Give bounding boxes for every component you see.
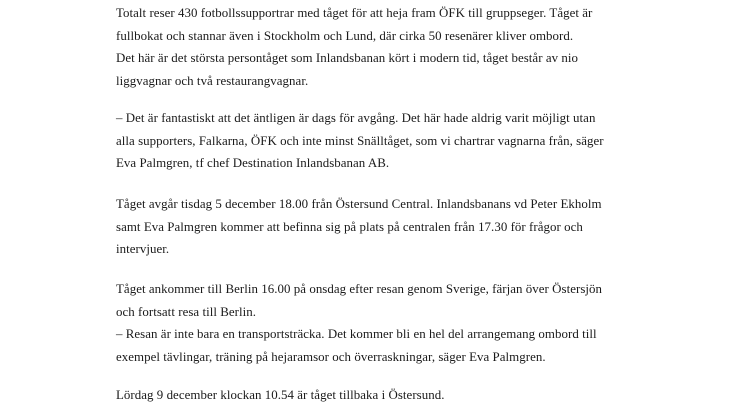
text-line: Eva Palmgren, tf chef Destination Inlandsbanan AB. — [116, 156, 390, 171]
paragraph-return — [116, 384, 716, 407]
paragraph-quote-palmgren — [116, 107, 716, 175]
text-line: och fortsatt resa till Berlin. — [116, 304, 257, 319]
text-line: intervjuer. — [116, 242, 170, 257]
text-line: alla supporters, Falkarna, ÖFK och inte minst Snälltåget, som vi chartrar vagnarna från, säger — [116, 133, 604, 148]
text-line: Det här är det största persontåget som Inlandsbanan kört i modern tid, tåget består av nio — [116, 51, 578, 66]
text-line: Lördag 9 december klockan 10.54 är tåget tillbaka i Östersund. — [116, 388, 445, 402]
text-line: Tåget ankommer till Berlin 16.00 på onsdag efter resan genom Sverige, färjan över Östersjön — [116, 282, 603, 296]
text-line: Totalt reser 430 fotbollssupportrar med tåget för att heja fram ÖFK till gruppseger. Tåget är — [116, 6, 593, 20]
paragraph-departure — [116, 193, 716, 261]
paragraph-arrival — [116, 278, 716, 368]
text-line: liggvagnar och två restaurangvagnar. — [116, 73, 309, 88]
text-line: exempel tävlingar, träning på hejaramsor och överraskningar, säger Eva Palmgren. — [116, 349, 546, 364]
text-line: – Det är fantastiskt att det äntligen är dags för avgång. Det här hade aldrig varit möjligt utan — [116, 111, 596, 125]
text-line: Tåget avgår tisdag 5 december 18.00 från Östersund Central. Inlandsbanans vd Peter Ekholm — [116, 197, 602, 211]
text-line: – Resan är inte bara en transportsträcka. Det kommer bli en hel del arrangemang ombord till — [116, 327, 597, 342]
text-line: samt Eva Palmgren kommer att befinna sig på plats på centralen från 17.30 för frågor och — [116, 219, 583, 234]
paragraph-travel-info — [116, 2, 716, 92]
text-line: fullbokat och stannar även i Stockholm och Lund, där cirka 50 resenärer kliver ombord. — [116, 28, 574, 43]
